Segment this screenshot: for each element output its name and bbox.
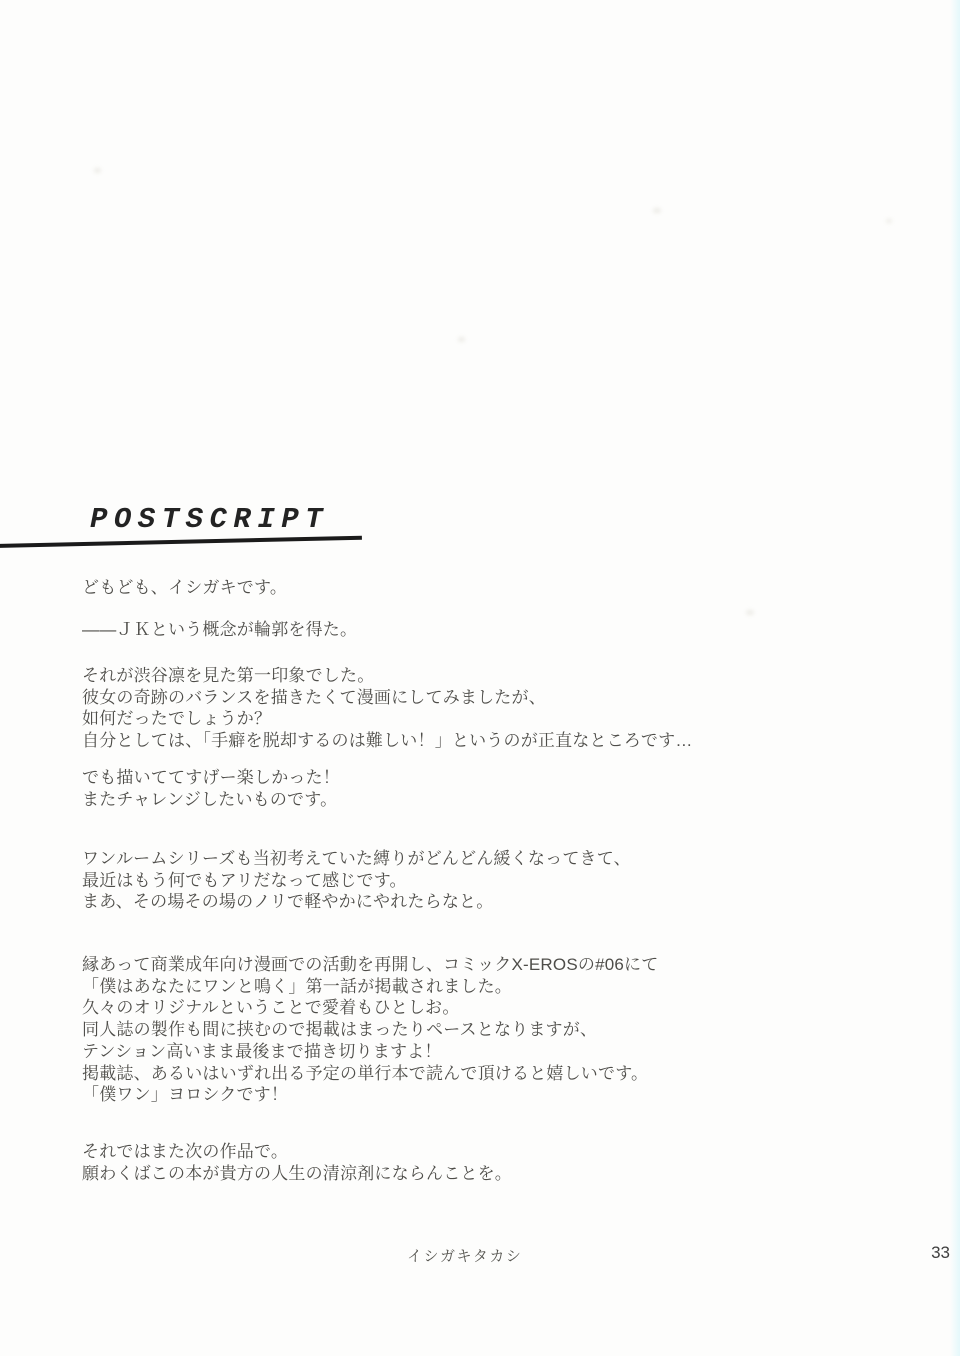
text-line: 同人誌の製作も間に挟むので掲載はまったりペースとなりますが、 [82,1020,598,1040]
scan-edge-tint [950,0,960,1356]
paragraph-series [82,848,631,913]
paragraph-commercial-work [82,954,658,1106]
text-line: 自分としては、「手癖を脱却するのは難しい！」というのが正直なところです… [82,731,693,751]
title-underline [0,536,362,548]
page-title: POSTSCRIPT [90,503,330,536]
text-line: ——ＪＫという概念が輪郭を得た。 [82,620,358,639]
paragraph-quote [82,619,357,641]
text-line: ワンルームシリーズも当初考えていた縛りがどんどん緩くなってきて、 [82,849,631,868]
paragraph-closing [82,1141,512,1184]
scan-speck [653,208,661,213]
text-line: 縁あって商業成年向け漫画での活動を再開し、コミックX-EROSの#06にて [82,955,659,974]
text-line: またチャレンジしたいものです。 [82,789,338,809]
text-line: それではまた次の作品で。 [82,1142,289,1161]
text-line: 掲載誌、あるいはいずれ出る予定の単行本で読んで頂けると嬉しいです。 [82,1063,649,1083]
paragraph-fun [82,767,340,810]
scan-speck [94,168,101,173]
text-line: 最近はもう何でもアリだなって感じです。 [82,870,407,890]
paragraph-first-impression [82,665,693,752]
page-number: 33 [931,1243,950,1262]
scan-speck [746,610,754,615]
text-line: 願わくばこの本が貴方の人生の清涼剤にならんことを。 [82,1163,512,1183]
text-line: でも描いててすげー楽しかった！ [82,768,340,787]
paragraph-greeting [82,577,287,599]
text-line: まあ、その場その場のノリで軽やかにやれたらなと。 [82,892,494,912]
author-name: イシガキタカシ [407,1248,523,1265]
text-line: 「僕はあなたにワンと鳴く」第一話が掲載されました。 [82,976,512,996]
text-line: 久々のオリジナルということで愛着もひとしお。 [82,998,460,1018]
text-line: 如何だったでしょうか？ [82,709,272,729]
text-line: どもども、イシガキです。 [82,578,288,597]
text-line: 彼女の奇跡のバランスを描きたくて漫画にしてみましたが、 [82,687,546,707]
text-line: テンション高いまま最後まで描き切りますよ！ [82,1041,442,1061]
text-line: 「僕ワン」ヨロシクです！ [82,1085,289,1105]
text-line: それが渋谷凛を見た第一印象でした。 [82,666,375,685]
scan-speck [886,219,892,223]
scan-speck [458,337,465,342]
